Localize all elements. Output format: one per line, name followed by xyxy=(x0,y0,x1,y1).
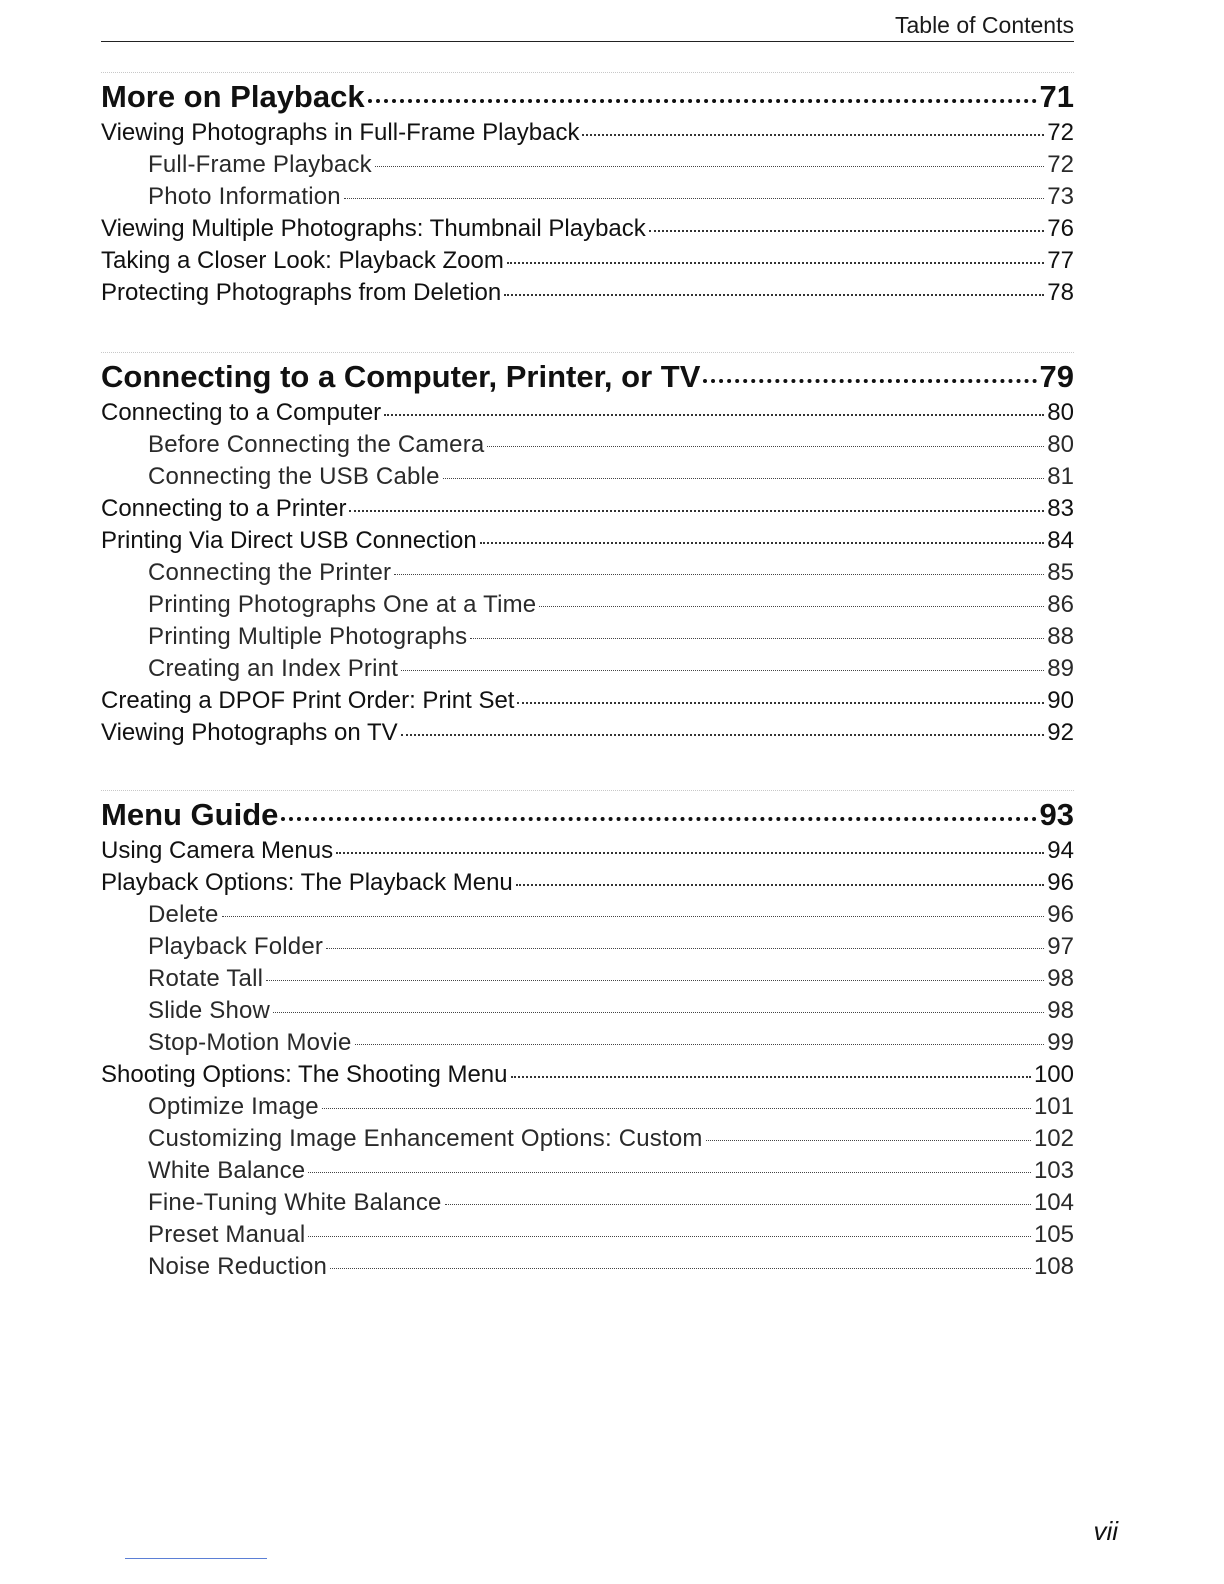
dot-leader xyxy=(443,478,1045,479)
toc-entry-page-number: 99 xyxy=(1047,1029,1074,1056)
dot-leader xyxy=(504,294,1044,296)
toc-entry-page-number: 104 xyxy=(1033,1189,1074,1216)
toc-entry-label: Rotate Tall xyxy=(148,965,264,992)
dot-leader xyxy=(273,1012,1044,1013)
dot-leader xyxy=(349,510,1044,512)
toc-entry-optimize-image[interactable] xyxy=(101,1093,1074,1125)
dot-leader xyxy=(511,1076,1031,1078)
toc-entry-label: Creating an Index Print xyxy=(148,655,399,682)
toc-entry-page-number: 92 xyxy=(1047,719,1074,746)
toc-entry-page-number: 71 xyxy=(1039,79,1074,114)
toc-entry-label: Shooting Options: The Shooting Menu xyxy=(101,1061,508,1088)
toc-entry-page-number: 103 xyxy=(1033,1157,1074,1184)
toc-entry-label: Slide Show xyxy=(148,997,271,1024)
toc-entry-page-number: 90 xyxy=(1047,687,1074,714)
toc-entry-label: Printing Photographs One at a Time xyxy=(148,591,537,618)
toc-entry-page-number: 98 xyxy=(1047,997,1074,1024)
toc-entry-page-number: 84 xyxy=(1047,527,1074,554)
toc-entry-using-camera-menus[interactable] xyxy=(101,837,1074,869)
toc-entry-taking-a-closer-look-playback-zoom[interactable] xyxy=(101,247,1074,279)
toc-section-connecting xyxy=(101,352,1074,751)
dot-leader xyxy=(222,916,1045,917)
toc-entry-label: More on Playback xyxy=(101,79,365,114)
toc-entry-page-number: 78 xyxy=(1047,279,1074,306)
toc-entry-page-number: 88 xyxy=(1047,623,1074,650)
dot-leader xyxy=(516,884,1045,886)
dot-leader xyxy=(582,134,1044,136)
toc-entry-before-connecting-the-camera[interactable] xyxy=(101,431,1074,463)
toc-entry-page-number: 96 xyxy=(1047,869,1074,896)
toc-entry-label: Using Camera Menus xyxy=(101,837,334,864)
dot-leader xyxy=(507,262,1044,264)
dot-leader xyxy=(401,670,1044,671)
toc-entry-label: Noise Reduction xyxy=(148,1253,328,1280)
dot-leader xyxy=(706,1140,1031,1141)
toc-entry-page-number: 105 xyxy=(1033,1221,1074,1248)
toc-entry-viewing-photographs-on-tv[interactable] xyxy=(101,719,1074,751)
toc-entry-page-number: 80 xyxy=(1047,399,1074,426)
toc-entry-label: Taking a Closer Look: Playback Zoom xyxy=(101,247,504,274)
toc-entry-label: Connecting the Printer xyxy=(148,559,392,586)
dot-leader xyxy=(308,1172,1031,1173)
dot-leader xyxy=(355,1044,1045,1045)
toc-entry-label: Viewing Photographs on TV xyxy=(101,719,398,746)
toc-entry-label: Fine-Tuning White Balance xyxy=(148,1189,442,1216)
toc-entry-more-on-playback[interactable] xyxy=(101,79,1074,119)
toc-entry-page-number: 86 xyxy=(1047,591,1074,618)
dot-leader xyxy=(401,734,1045,736)
toc-entry-page-number: 81 xyxy=(1047,463,1074,490)
toc-entry-label: Playback Options: The Playback Menu xyxy=(101,869,513,896)
dot-leader xyxy=(394,574,1044,575)
running-header xyxy=(101,10,1074,42)
section-divider xyxy=(101,352,1074,353)
toc-entry-label: Connecting to a Computer xyxy=(101,399,382,426)
toc-entry-label: Preset Manual xyxy=(148,1221,306,1248)
toc-entry-label: Photo Information xyxy=(148,183,341,210)
toc-entry-creating-a-dpof-print-order-print-set[interactable] xyxy=(101,687,1074,719)
toc-entry-delete[interactable] xyxy=(101,901,1074,933)
dot-leader xyxy=(517,702,1044,704)
dot-leader xyxy=(487,446,1044,447)
toc-entry-page-number: 108 xyxy=(1033,1253,1074,1280)
dot-leader xyxy=(308,1236,1031,1237)
toc-entry-page-number: 100 xyxy=(1033,1061,1074,1088)
footer-link-underline xyxy=(125,1558,267,1559)
dot-leader xyxy=(470,638,1044,639)
toc-entry-preset-manual[interactable] xyxy=(101,1221,1074,1253)
toc-entry-page-number: 89 xyxy=(1047,655,1074,682)
toc-entry-connecting-to-a-computer[interactable] xyxy=(101,399,1074,431)
toc-entry-page-number: 72 xyxy=(1047,151,1074,178)
toc-entry-label: Full-Frame Playback xyxy=(148,151,372,178)
toc-entry-page-number: 102 xyxy=(1033,1125,1074,1152)
toc-entry-page-number: 94 xyxy=(1047,837,1074,864)
toc-entry-label: Playback Folder xyxy=(148,933,324,960)
toc-entry-label: Printing Via Direct USB Connection xyxy=(101,527,477,554)
dot-leader xyxy=(326,948,1044,949)
toc-entry-page-number: 97 xyxy=(1047,933,1074,960)
dot-leader xyxy=(336,852,1044,854)
toc-entry-viewing-multiple-photographs-thumbnail-playback[interactable] xyxy=(101,215,1074,247)
dot-leader xyxy=(266,980,1044,981)
dot-leader xyxy=(384,414,1044,416)
dot-leader xyxy=(344,198,1044,199)
toc-entry-label: Viewing Photographs in Full-Frame Playback xyxy=(101,119,580,146)
toc-entry-page-number: 79 xyxy=(1039,359,1074,394)
dot-leader xyxy=(445,1204,1031,1205)
toc-entry-stop-motion-movie[interactable] xyxy=(101,1029,1074,1061)
toc-entry-noise-reduction[interactable] xyxy=(101,1253,1074,1285)
toc-entry-protecting-photographs-from-deletion[interactable] xyxy=(101,279,1074,311)
dot-leader xyxy=(480,542,1045,544)
toc-section-menu-guide xyxy=(101,790,1074,1285)
section-divider xyxy=(101,72,1074,73)
page-folio: vii xyxy=(1093,1516,1118,1546)
dot-leader xyxy=(281,817,1036,821)
dot-leader xyxy=(703,379,1036,383)
toc-entry-connecting-the-usb-cable[interactable] xyxy=(101,463,1074,495)
toc-entry-playback-folder[interactable] xyxy=(101,933,1074,965)
toc-entry-page-number: 93 xyxy=(1039,797,1074,832)
running-header-title: Table of Contents xyxy=(894,12,1074,38)
toc-entry-label: Stop-Motion Movie xyxy=(148,1029,352,1056)
toc-entry-page-number: 98 xyxy=(1047,965,1074,992)
toc-entry-white-balance[interactable] xyxy=(101,1157,1074,1189)
toc-entry-label: White Balance xyxy=(148,1157,306,1184)
toc-entry-label: Connecting to a Computer, Printer, or TV xyxy=(101,359,701,394)
toc-entry-page-number: 101 xyxy=(1033,1093,1074,1120)
toc-entry-label: Protecting Photographs from Deletion xyxy=(101,279,502,306)
toc-entry-photo-information[interactable] xyxy=(101,183,1074,215)
toc-entry-connecting-the-printer[interactable] xyxy=(101,559,1074,591)
toc-entry-page-number: 72 xyxy=(1047,119,1074,146)
toc-entry-page-number: 76 xyxy=(1047,215,1074,242)
dot-leader xyxy=(368,99,1037,103)
toc-entry-label: Connecting to a Printer xyxy=(101,495,347,522)
toc-entry-rotate-tall[interactable] xyxy=(101,965,1074,997)
toc-entry-shooting-options-the-shooting-menu[interactable] xyxy=(101,1061,1074,1093)
toc-entry-page-number: 80 xyxy=(1047,431,1074,458)
toc-entry-label: Menu Guide xyxy=(101,797,279,832)
toc-entry-label: Connecting the USB Cable xyxy=(148,463,440,490)
toc-entry-label: Delete xyxy=(148,901,219,928)
toc-entry-full-frame-playback[interactable] xyxy=(101,151,1074,183)
dot-leader xyxy=(649,230,1045,232)
toc-entry-printing-photographs-one-at-a-time[interactable] xyxy=(101,591,1074,623)
toc-entry-label: Creating a DPOF Print Order: Print Set xyxy=(101,687,515,714)
toc-entry-printing-multiple-photographs[interactable] xyxy=(101,623,1074,655)
toc-entry-creating-an-index-print[interactable] xyxy=(101,655,1074,687)
toc-entry-label: Optimize Image xyxy=(148,1093,319,1120)
toc-entry-viewing-photographs-in-full-frame-playback[interactable] xyxy=(101,119,1074,151)
dot-leader xyxy=(322,1108,1031,1109)
dot-leader xyxy=(375,166,1044,167)
dot-leader xyxy=(539,606,1044,607)
toc-entry-label: Viewing Multiple Photographs: Thumbnail Playback xyxy=(101,215,646,242)
toc-entry-page-number: 77 xyxy=(1047,247,1074,274)
toc-entry-connecting-to-a-computer-printer-or-tv[interactable] xyxy=(101,359,1074,399)
toc-entry-menu-guide[interactable] xyxy=(101,797,1074,837)
toc-entry-page-number: 83 xyxy=(1047,495,1074,522)
toc-entry-slide-show[interactable] xyxy=(101,997,1074,1029)
toc-entry-connecting-to-a-printer[interactable] xyxy=(101,495,1074,527)
toc-entry-page-number: 73 xyxy=(1047,183,1074,210)
toc-entry-label: Printing Multiple Photographs xyxy=(148,623,468,650)
toc-entry-playback-options-the-playback-menu[interactable] xyxy=(101,869,1074,901)
toc-entry-page-number: 96 xyxy=(1047,901,1074,928)
toc-section-more-on-playback xyxy=(101,72,1074,311)
section-divider xyxy=(101,790,1074,791)
toc-entry-customizing-image-enhancement-options-custom[interactable] xyxy=(101,1125,1074,1157)
toc-entry-label: Before Connecting the Camera xyxy=(148,431,485,458)
dot-leader xyxy=(330,1268,1031,1269)
toc-entry-fine-tuning-white-balance[interactable] xyxy=(101,1189,1074,1221)
toc-entry-page-number: 85 xyxy=(1047,559,1074,586)
toc-entry-printing-via-direct-usb-connection[interactable] xyxy=(101,527,1074,559)
toc-entry-label: Customizing Image Enhancement Options: Custom xyxy=(148,1125,703,1152)
